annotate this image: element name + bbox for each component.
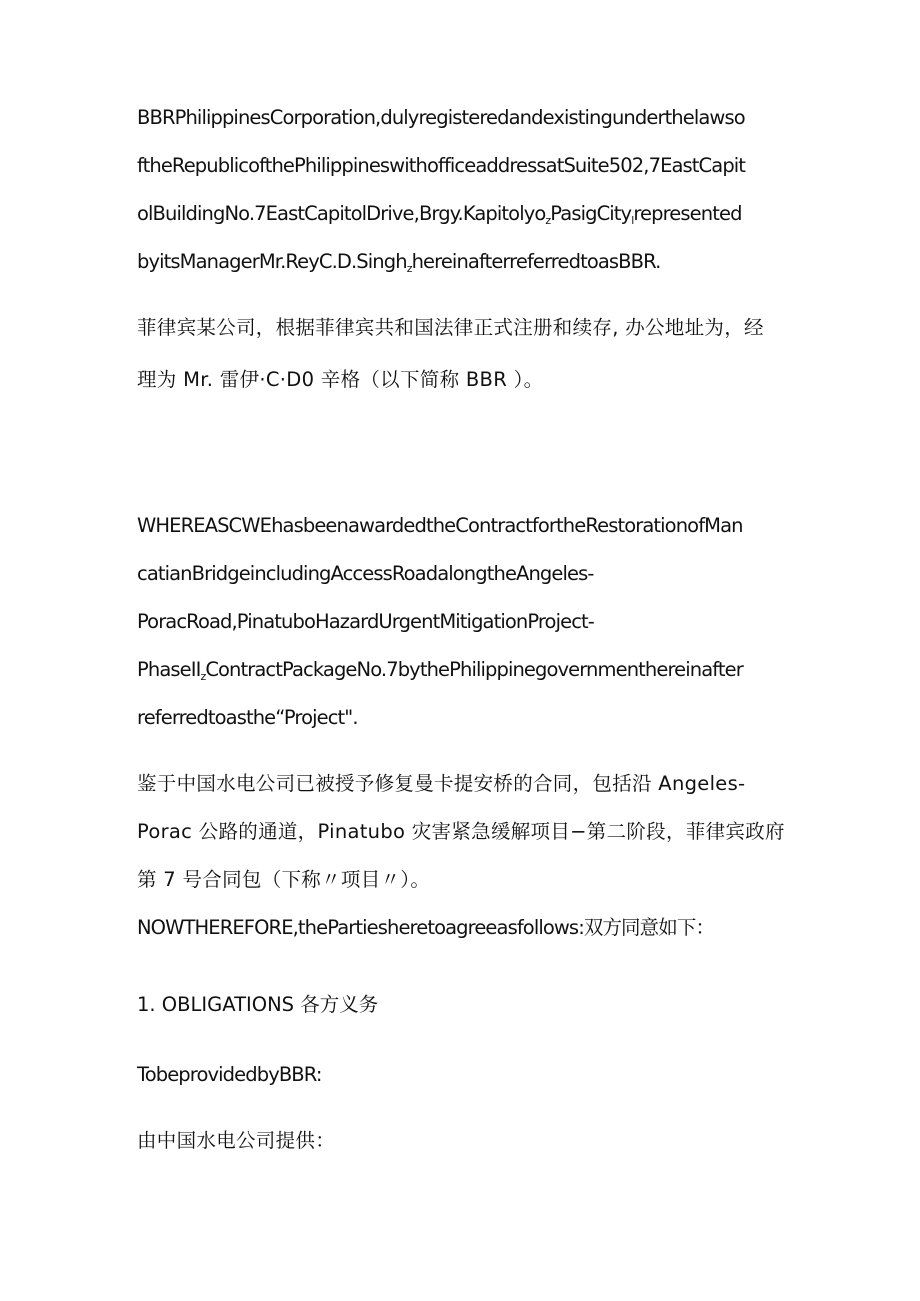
- text-run: WHEREASCWEhasbeenawardedtheContractfortheRestorationofMan: [137, 514, 743, 537]
- subscript-mark: l: [631, 214, 634, 227]
- provided-by-cn: [137, 1127, 335, 1155]
- para1-en-line-2: [137, 152, 745, 180]
- text-run: byitsManagerMr.ReyC.D.Singh: [137, 250, 407, 273]
- text-run: catianBridgeincludingAccessRoadalongtheAngeles-: [137, 562, 594, 585]
- text-run: ftheRepublicofthePhilippineswithofficeaddressatSuite502,7EastCapit: [137, 154, 746, 177]
- text-run: BBRPhilippinesCorporation,dulyregisteredandexistingunderthelawso: [137, 106, 745, 129]
- subscript-mark: z: [406, 262, 412, 275]
- para2-en-line-2: [137, 560, 594, 588]
- para1-cn-line-1: [137, 314, 764, 342]
- subscript-mark: z: [545, 214, 551, 227]
- now-therefore-line: [137, 914, 714, 942]
- text-run: NOWTHEREFORE,thePartiesheretoagreeasfollows:双方同意如下：: [137, 916, 715, 939]
- text-run: represented: [633, 202, 742, 225]
- section-1-heading: [137, 991, 378, 1019]
- text-run: Porac 公路的通道，Pinatubo 灾害紧急缓解项目−第二阶段，菲律宾政府: [137, 820, 785, 843]
- subscript-mark: z: [200, 670, 206, 683]
- text-run: hereinafterreferredtoasBBR.: [411, 250, 661, 273]
- provided-by-en: [137, 1061, 322, 1089]
- para2-cn-line-2: [137, 818, 785, 846]
- para2-en-line-4: [137, 656, 743, 691]
- para2-en-line-3: [137, 608, 594, 636]
- text-run: 1. OBLIGATIONS 各方义务: [137, 993, 379, 1016]
- text-run: olBuildingNo.7EastCapitolDrive,Brgy.Kapitolyo: [137, 202, 546, 225]
- para2-cn-line-3: [137, 866, 430, 894]
- text-run: PoracRoad,PinatuboHazardUrgentMitigationProject-: [137, 610, 594, 633]
- para1-en-line-4: [137, 248, 660, 283]
- text-run: PhaseII: [137, 658, 201, 681]
- para2-en-line-5: [137, 704, 358, 732]
- para1-cn-line-2: [137, 366, 543, 394]
- para1-en-line-3: [137, 200, 742, 235]
- para1-en-line-1: [137, 104, 745, 132]
- text-run: ContractPackageNo.7bythePhilippinegovernmenthereinafter: [205, 658, 743, 681]
- text-run: PasigCity: [550, 202, 632, 225]
- para2-cn-line-1: [137, 770, 745, 798]
- text-run: 菲律宾某公司，根据菲律宾共和国法律正式注册和续存, 办公地址为，经: [137, 316, 764, 339]
- text-run: 理为 Mr. 雷伊·C·D0 辛格（以下简称 BBR ）。: [137, 368, 544, 391]
- text-run: 由中国水电公司提供：: [137, 1129, 336, 1152]
- text-run: referredtoasthe“Project".: [137, 706, 358, 729]
- para2-en-line-1: [137, 512, 743, 540]
- text-run: 第 7 号合同包（下称〃项目〃）。: [137, 868, 431, 891]
- text-run: 鉴于中国水电公司已被授予修复曼卡提安桥的合同，包括沿 Angeles-: [137, 772, 746, 795]
- text-run: TobeprovidedbyBBR:: [137, 1063, 322, 1086]
